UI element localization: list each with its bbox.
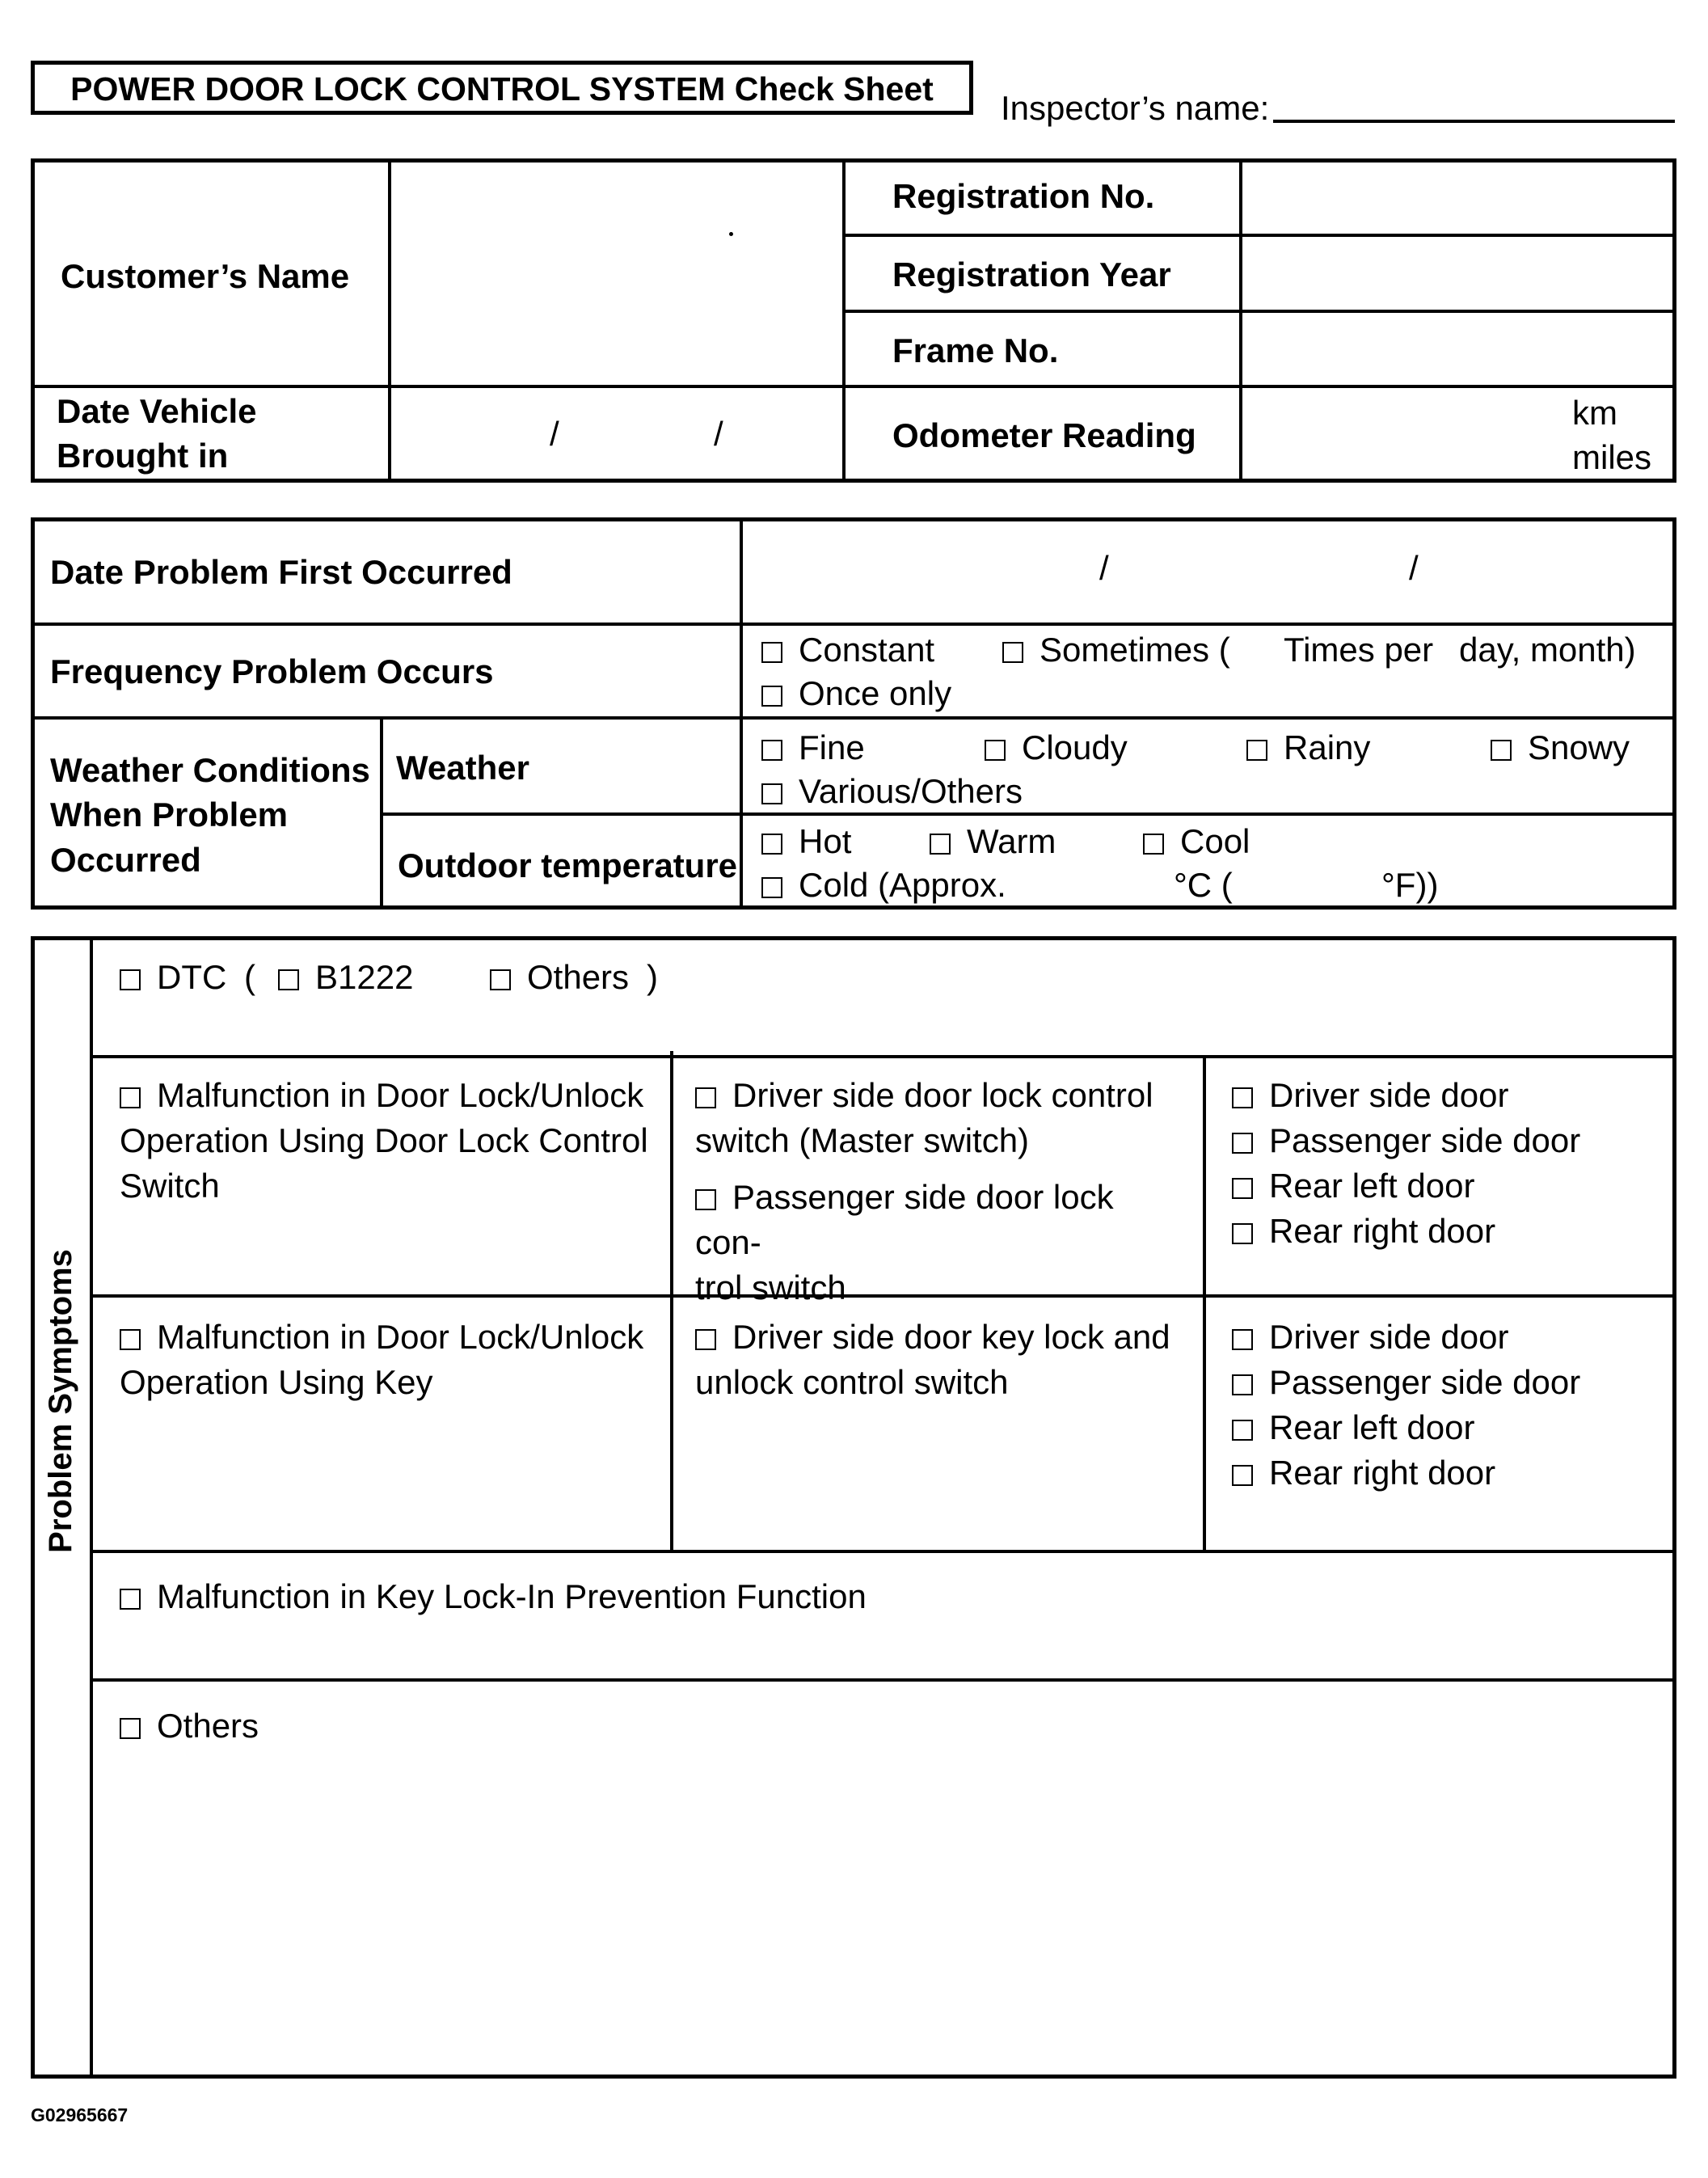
- dtc-close-paren: ): [647, 958, 658, 996]
- key-lock-in-malfunction-option[interactable]: Malfunction in Key Lock-In Prevention Function: [120, 1574, 867, 1619]
- checkbox[interactable]: [1232, 1465, 1253, 1486]
- checkbox[interactable]: [1232, 1223, 1253, 1244]
- checkbox[interactable]: [1232, 1420, 1253, 1441]
- checkbox[interactable]: [761, 686, 782, 707]
- list-item[interactable]: Driver side door: [1232, 1315, 1668, 1360]
- list-item[interactable]: Rear left door: [1232, 1163, 1668, 1209]
- checkbox[interactable]: [278, 969, 299, 990]
- temperature-fahrenheit-unit: °F)): [1381, 866, 1439, 904]
- list-item[interactable]: Passenger side door: [1232, 1118, 1668, 1163]
- checkbox[interactable]: [695, 1329, 716, 1350]
- checkbox[interactable]: [120, 1087, 141, 1108]
- temperature-cold-option[interactable]: Cold (Approx.: [761, 863, 1006, 907]
- date-separator: /: [550, 415, 559, 453]
- checkbox[interactable]: [761, 877, 782, 898]
- registration-year-label: Registration Year: [892, 255, 1171, 293]
- checkbox[interactable]: [1246, 740, 1267, 761]
- frequency-label: Frequency Problem Occurs: [50, 652, 494, 690]
- odometer-unit-miles: miles: [1572, 438, 1652, 476]
- checkbox[interactable]: [1232, 1178, 1253, 1199]
- checkbox[interactable]: [761, 642, 782, 663]
- checkbox[interactable]: [1232, 1329, 1253, 1350]
- checkbox[interactable]: [120, 1589, 141, 1610]
- checkbox[interactable]: [120, 969, 141, 990]
- title-box: [31, 61, 973, 115]
- dtc-others-option[interactable]: Others: [490, 955, 629, 999]
- temperature-warm-option[interactable]: Warm: [930, 819, 1056, 863]
- checkbox[interactable]: [695, 1087, 716, 1108]
- date-separator: /: [1099, 549, 1109, 587]
- weather-rainy-option[interactable]: Rainy: [1246, 725, 1370, 770]
- registration-no-field[interactable]: [1244, 163, 1673, 232]
- checkbox[interactable]: [1232, 1133, 1253, 1154]
- temperature-cool-option[interactable]: Cool: [1143, 819, 1250, 863]
- date-first-occurred-field[interactable]: [744, 522, 1673, 619]
- registration-year-field[interactable]: [1244, 238, 1673, 308]
- weather-conditions-label-line2: When Problem: [50, 796, 289, 834]
- odometer-label: Odometer Reading: [892, 416, 1196, 454]
- weather-fine-option[interactable]: Fine: [761, 725, 865, 770]
- temperature-hot-option[interactable]: Hot: [761, 819, 851, 863]
- checkbox[interactable]: [1232, 1374, 1253, 1395]
- problem-symptoms-side-label: Problem Symptoms: [43, 1249, 78, 1553]
- frequency-sometimes-option[interactable]: Sometimes (: [1002, 627, 1230, 672]
- checkbox[interactable]: [761, 834, 782, 855]
- others-option[interactable]: Others: [120, 1703, 259, 1748]
- list-item[interactable]: Driver side door: [1232, 1073, 1668, 1118]
- date-brought-in-label: Date Vehicle: [57, 392, 257, 430]
- switch-row-door-list: [1232, 1073, 1668, 1254]
- checkbox[interactable]: [120, 1329, 141, 1350]
- outdoor-temperature-label: Outdoor temperature: [398, 846, 738, 884]
- registration-no-label: Registration No.: [892, 177, 1155, 215]
- others-notes-area[interactable]: [94, 1754, 1672, 2075]
- checkbox[interactable]: [1002, 642, 1023, 663]
- checkbox[interactable]: [120, 1718, 141, 1739]
- weather-label: Weather: [396, 749, 529, 787]
- key-row-door-list: [1232, 1315, 1668, 1496]
- checkbox[interactable]: [1491, 740, 1512, 761]
- date-first-occurred-label: Date Problem First Occurred: [50, 553, 512, 591]
- stray-dot: [729, 232, 733, 236]
- odometer-unit-km: km: [1572, 394, 1617, 432]
- checkbox[interactable]: [930, 834, 951, 855]
- frequency-constant-option[interactable]: Constant: [761, 627, 934, 672]
- dtc-open-paren: (: [244, 958, 255, 996]
- list-item[interactable]: Rear left door: [1232, 1405, 1668, 1450]
- checkbox[interactable]: [761, 740, 782, 761]
- list-item[interactable]: Rear right door: [1232, 1450, 1668, 1496]
- list-item[interactable]: Rear right door: [1232, 1209, 1668, 1254]
- customer-name-label: Customer’s Name: [61, 257, 350, 295]
- customer-name-field[interactable]: [393, 163, 839, 383]
- driver-master-switch-option[interactable]: Driver side door lock control switch (Master switch): [695, 1076, 1153, 1159]
- frame-no-field[interactable]: [1244, 314, 1673, 383]
- weather-conditions-label-line3: Occurred: [50, 841, 201, 879]
- weather-cloudy-option[interactable]: Cloudy: [985, 725, 1128, 770]
- key-lock-switch-option[interactable]: Driver side door key lock and unlock control switch: [695, 1318, 1170, 1401]
- frequency-times-per-text: Times per: [1284, 631, 1434, 669]
- date-brought-in-field[interactable]: [393, 390, 839, 479]
- dtc-b1222-option[interactable]: B1222: [278, 955, 413, 999]
- checkbox[interactable]: [695, 1189, 716, 1210]
- figure-code: G02965667: [31, 2104, 129, 2125]
- weather-conditions-label: Weather Conditions: [50, 751, 370, 789]
- temperature-celsius-unit: °C (: [1174, 866, 1233, 904]
- checkbox[interactable]: [985, 740, 1006, 761]
- weather-snowy-option[interactable]: Snowy: [1491, 725, 1630, 770]
- list-item[interactable]: Passenger side door: [1232, 1360, 1668, 1405]
- door-lock-switch-malfunction-option[interactable]: Malfunction in Door Lock/Unlock Operation Using Door Lock Control Switch: [120, 1076, 648, 1205]
- checkbox[interactable]: [1143, 834, 1164, 855]
- frame-no-label: Frame No.: [892, 331, 1059, 369]
- checkbox[interactable]: [1232, 1087, 1253, 1108]
- inspector-name-label: Inspector’s name:: [1001, 89, 1270, 127]
- key-operation-malfunction-option[interactable]: Malfunction in Door Lock/Unlock Operation Using Key: [120, 1318, 644, 1401]
- passenger-switch-option[interactable]: Passenger side door lock con- trol switch: [695, 1178, 1114, 1306]
- frequency-once-only-option[interactable]: Once only: [761, 671, 951, 715]
- checkbox[interactable]: [761, 783, 782, 804]
- inspector-name-field[interactable]: [1273, 120, 1675, 123]
- dtc-option[interactable]: DTC: [120, 955, 226, 999]
- date-brought-in-label-line2: Brought in: [57, 437, 229, 475]
- weather-various-option[interactable]: Various/Others: [761, 769, 1023, 813]
- date-separator: /: [1409, 549, 1419, 587]
- frequency-day-month-text: day, month): [1459, 631, 1636, 669]
- date-separator: /: [714, 415, 723, 453]
- checkbox[interactable]: [490, 969, 511, 990]
- sheet-title: POWER DOOR LOCK CONTROL SYSTEM Check Sheet: [70, 70, 934, 108]
